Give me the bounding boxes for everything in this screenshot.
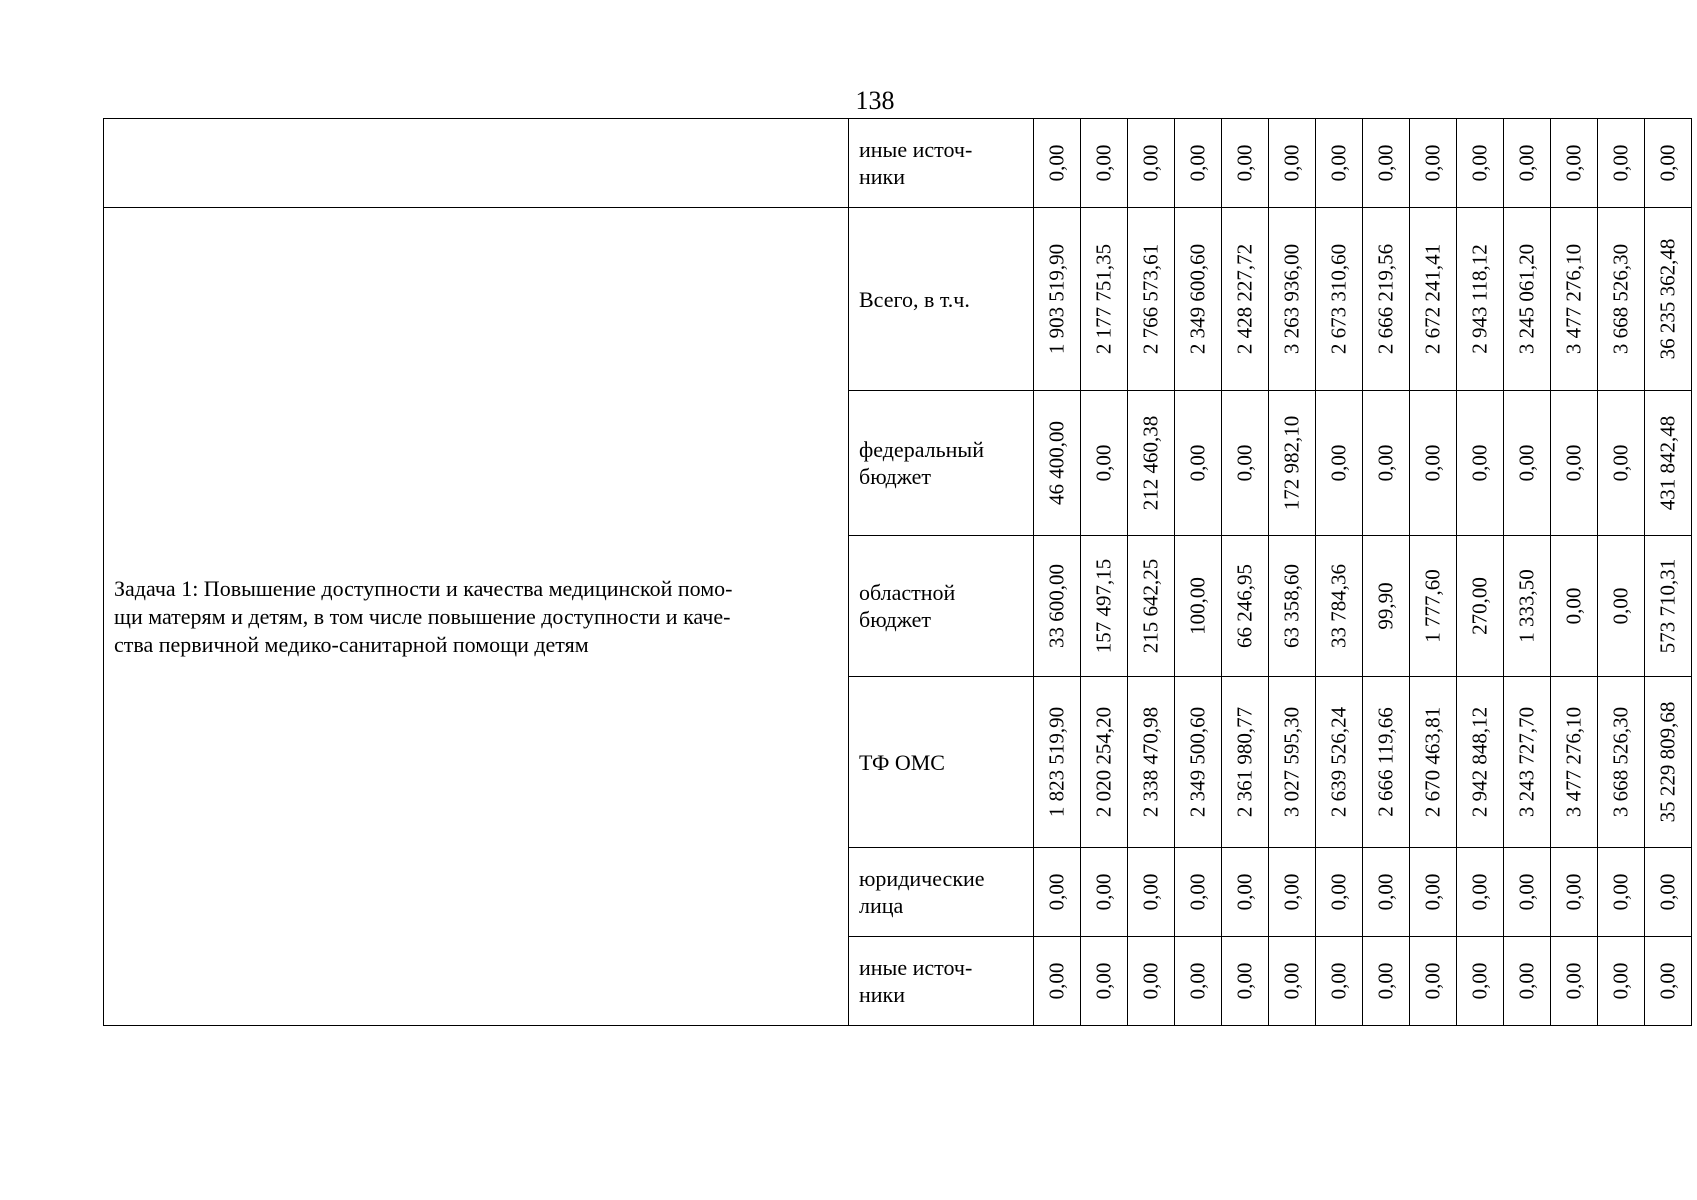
value-cell <box>1222 208 1269 391</box>
value-cell <box>1222 119 1269 208</box>
value-text: 0,00 <box>1608 962 1633 1000</box>
funding-source-label: юридические лица <box>849 848 1034 937</box>
value-text: 2 672 241,41 <box>1420 243 1445 355</box>
value-cell <box>1269 208 1316 391</box>
value-text: 0,00 <box>1420 444 1445 482</box>
value-cell <box>1645 536 1692 677</box>
value-cell <box>1410 536 1457 677</box>
value-text: 0,00 <box>1044 873 1069 911</box>
value-text: 63 358,60 <box>1279 564 1304 648</box>
value-cell <box>1551 937 1598 1026</box>
value-text: 0,00 <box>1561 873 1586 911</box>
value-text: 3 245 061,20 <box>1514 243 1539 355</box>
value-cell <box>1645 208 1692 391</box>
value-text: 0,00 <box>1091 444 1116 482</box>
funding-source-label: областной бюджет <box>849 536 1034 677</box>
value-text: 3 263 936,00 <box>1279 243 1304 355</box>
value-text: 2 349 600,60 <box>1185 243 1210 355</box>
value-cell <box>1269 937 1316 1026</box>
value-text: 0,00 <box>1138 144 1163 182</box>
value-text: 3 477 276,10 <box>1561 706 1586 818</box>
value-text: 0,00 <box>1185 444 1210 482</box>
value-text: 2 670 463,81 <box>1420 706 1445 818</box>
value-text: 0,00 <box>1138 873 1163 911</box>
value-text: 0,00 <box>1655 144 1680 182</box>
value-text: 270,00 <box>1467 577 1492 635</box>
value-text: 0,00 <box>1514 873 1539 911</box>
value-cell <box>1457 937 1504 1026</box>
value-text: 1 777,60 <box>1420 569 1445 643</box>
value-text: 0,00 <box>1420 962 1445 1000</box>
value-cell <box>1598 208 1645 391</box>
value-text: 2 177 751,35 <box>1091 243 1116 355</box>
value-cell <box>1504 848 1551 937</box>
value-cell <box>1222 848 1269 937</box>
value-text: 0,00 <box>1044 962 1069 1000</box>
value-cell <box>1598 119 1645 208</box>
task-description: Задача 1: Повышение доступности и качества медицинской помо- щи матерям и детям, в том числе повышение доступности и каче- ства первичной медико-санитарной помощи детям <box>104 208 849 1026</box>
value-text: 1 903 519,90 <box>1044 243 1069 355</box>
value-text: 2 943 118,12 <box>1467 244 1492 354</box>
value-text: 0,00 <box>1091 873 1116 911</box>
value-text: 0,00 <box>1232 873 1257 911</box>
value-cell <box>1504 208 1551 391</box>
value-cell <box>1551 848 1598 937</box>
value-text: 0,00 <box>1138 962 1163 1000</box>
value-cell <box>1081 848 1128 937</box>
funding-source-label: Всего, в т.ч. <box>849 208 1034 391</box>
value-cell <box>1598 677 1645 848</box>
value-cell <box>1363 208 1410 391</box>
value-cell <box>1504 677 1551 848</box>
table-row <box>104 208 1692 391</box>
value-text: 212 460,38 <box>1138 415 1163 511</box>
value-cell <box>1504 391 1551 536</box>
value-text: 157 497,15 <box>1091 558 1116 654</box>
value-cell <box>1457 391 1504 536</box>
value-text: 1 333,50 <box>1514 569 1539 643</box>
value-cell <box>1363 937 1410 1026</box>
budget-table <box>103 118 1692 1026</box>
value-text: 0,00 <box>1326 444 1351 482</box>
value-text: 2 428 227,72 <box>1232 243 1257 355</box>
value-text: 0,00 <box>1514 144 1539 182</box>
value-cell <box>1316 677 1363 848</box>
value-cell <box>1175 677 1222 848</box>
value-text: 3 027 595,30 <box>1279 706 1304 818</box>
value-text: 0,00 <box>1373 962 1398 1000</box>
value-cell <box>1551 536 1598 677</box>
value-text: 215 642,25 <box>1138 558 1163 654</box>
value-text: 0,00 <box>1185 873 1210 911</box>
value-text: 2 338 470,98 <box>1138 706 1163 818</box>
value-text: 33 784,36 <box>1326 564 1351 648</box>
value-cell <box>1457 848 1504 937</box>
value-text: 0,00 <box>1326 873 1351 911</box>
value-text: 99,90 <box>1373 582 1398 630</box>
value-cell <box>1222 391 1269 536</box>
value-text: 0,00 <box>1561 962 1586 1000</box>
value-text: 0,00 <box>1608 587 1633 625</box>
value-text: 0,00 <box>1561 587 1586 625</box>
value-cell <box>1316 848 1363 937</box>
value-text: 431 842,48 <box>1655 415 1680 511</box>
value-cell <box>1081 119 1128 208</box>
value-text: 0,00 <box>1608 144 1633 182</box>
value-cell <box>1034 119 1081 208</box>
value-cell <box>1128 391 1175 536</box>
value-cell <box>1363 536 1410 677</box>
value-cell <box>1269 536 1316 677</box>
value-cell <box>1363 391 1410 536</box>
value-text: 0,00 <box>1232 962 1257 1000</box>
value-cell <box>1175 937 1222 1026</box>
value-text: 0,00 <box>1467 873 1492 911</box>
value-cell <box>1128 536 1175 677</box>
value-cell <box>1222 536 1269 677</box>
value-text: 0,00 <box>1467 144 1492 182</box>
value-text: 0,00 <box>1091 962 1116 1000</box>
table-row <box>104 119 1692 208</box>
value-cell <box>1034 391 1081 536</box>
value-cell <box>1457 208 1504 391</box>
value-text: 0,00 <box>1420 144 1445 182</box>
value-cell <box>1551 208 1598 391</box>
value-cell <box>1551 677 1598 848</box>
value-text: 0,00 <box>1373 444 1398 482</box>
value-cell <box>1316 208 1363 391</box>
value-cell <box>1598 937 1645 1026</box>
value-cell <box>1175 536 1222 677</box>
value-cell <box>1316 119 1363 208</box>
value-text: 2 349 500,60 <box>1185 706 1210 818</box>
value-text: 0,00 <box>1373 873 1398 911</box>
value-text: 100,00 <box>1185 577 1210 635</box>
value-text: 3 668 526,30 <box>1608 706 1633 818</box>
value-cell <box>1457 119 1504 208</box>
value-cell <box>1645 937 1692 1026</box>
value-cell <box>1034 937 1081 1026</box>
value-cell <box>1363 848 1410 937</box>
value-cell <box>1034 208 1081 391</box>
value-cell <box>1504 119 1551 208</box>
value-cell <box>1410 937 1457 1026</box>
value-text: 0,00 <box>1608 444 1633 482</box>
value-cell <box>1598 848 1645 937</box>
value-cell <box>1269 119 1316 208</box>
value-text: 36 235 362,48 <box>1655 238 1680 360</box>
value-text: 0,00 <box>1373 144 1398 182</box>
value-cell <box>1551 119 1598 208</box>
value-cell <box>1363 677 1410 848</box>
value-text: 0,00 <box>1232 144 1257 182</box>
value-cell <box>1034 677 1081 848</box>
value-cell <box>1128 208 1175 391</box>
value-cell <box>1410 391 1457 536</box>
value-cell <box>1645 848 1692 937</box>
value-text: 0,00 <box>1514 444 1539 482</box>
value-text: 0,00 <box>1608 873 1633 911</box>
value-cell <box>1598 536 1645 677</box>
value-cell <box>1128 848 1175 937</box>
value-cell <box>1081 208 1128 391</box>
value-cell <box>1269 677 1316 848</box>
value-cell <box>1504 937 1551 1026</box>
value-cell <box>1316 937 1363 1026</box>
value-text: 2 666 119,66 <box>1373 707 1398 817</box>
value-cell <box>1269 848 1316 937</box>
value-cell <box>1128 119 1175 208</box>
task-cell-empty <box>104 119 849 208</box>
value-text: 2 666 219,56 <box>1373 243 1398 355</box>
value-text: 0,00 <box>1279 962 1304 1000</box>
value-cell <box>1457 677 1504 848</box>
value-text: 172 982,10 <box>1279 415 1304 511</box>
value-text: 2 673 310,60 <box>1326 243 1351 355</box>
value-text: 0,00 <box>1185 144 1210 182</box>
value-text: 0,00 <box>1091 144 1116 182</box>
value-cell <box>1457 536 1504 677</box>
value-cell <box>1269 391 1316 536</box>
value-cell <box>1128 937 1175 1026</box>
funding-source-label: федеральный бюджет <box>849 391 1034 536</box>
value-cell <box>1128 677 1175 848</box>
value-cell <box>1081 677 1128 848</box>
page-number: 138 <box>855 86 895 115</box>
value-text: 3 477 276,10 <box>1561 243 1586 355</box>
value-cell <box>1034 848 1081 937</box>
funding-source-label: иные источ- ники <box>849 119 1034 208</box>
value-cell <box>1175 119 1222 208</box>
value-cell <box>1645 119 1692 208</box>
value-text: 0,00 <box>1326 962 1351 1000</box>
value-text: 1 823 519,90 <box>1044 706 1069 818</box>
value-cell <box>1316 391 1363 536</box>
value-cell <box>1410 677 1457 848</box>
value-text: 46 400,00 <box>1044 421 1069 505</box>
value-text: 0,00 <box>1185 962 1210 1000</box>
value-cell <box>1081 937 1128 1026</box>
value-text: 0,00 <box>1044 144 1069 182</box>
value-cell <box>1410 848 1457 937</box>
value-text: 0,00 <box>1420 873 1445 911</box>
value-cell <box>1504 536 1551 677</box>
value-text: 0,00 <box>1279 873 1304 911</box>
value-text: 2 361 980,77 <box>1232 706 1257 818</box>
value-cell <box>1034 536 1081 677</box>
value-cell <box>1363 119 1410 208</box>
value-text: 35 229 809,68 <box>1655 701 1680 823</box>
value-cell <box>1410 119 1457 208</box>
value-text: 0,00 <box>1279 144 1304 182</box>
value-cell <box>1175 391 1222 536</box>
value-cell <box>1645 391 1692 536</box>
value-cell <box>1175 848 1222 937</box>
value-text: 2 766 573,61 <box>1138 243 1163 355</box>
value-text: 0,00 <box>1655 962 1680 1000</box>
value-cell <box>1645 677 1692 848</box>
value-text: 3 243 727,70 <box>1514 706 1539 818</box>
value-text: 0,00 <box>1561 144 1586 182</box>
value-cell <box>1551 391 1598 536</box>
value-cell <box>1081 536 1128 677</box>
value-text: 3 668 526,30 <box>1608 243 1633 355</box>
value-text: 0,00 <box>1467 962 1492 1000</box>
value-text: 2 639 526,24 <box>1326 706 1351 818</box>
funding-source-label: ТФ ОМС <box>849 677 1034 848</box>
value-text: 0,00 <box>1326 144 1351 182</box>
value-text: 2 942 848,12 <box>1467 706 1492 818</box>
value-cell <box>1316 536 1363 677</box>
value-cell <box>1081 391 1128 536</box>
value-text: 0,00 <box>1467 444 1492 482</box>
value-text: 0,00 <box>1514 962 1539 1000</box>
value-cell <box>1222 937 1269 1026</box>
value-cell <box>1410 208 1457 391</box>
value-text: 66 246,95 <box>1232 564 1257 648</box>
value-text: 0,00 <box>1561 444 1586 482</box>
funding-source-label: иные источ- ники <box>849 937 1034 1026</box>
value-cell <box>1598 391 1645 536</box>
value-text: 0,00 <box>1232 444 1257 482</box>
value-text: 33 600,00 <box>1044 564 1069 648</box>
value-text: 573 710,31 <box>1655 558 1680 654</box>
value-text: 0,00 <box>1655 873 1680 911</box>
value-cell <box>1222 677 1269 848</box>
value-cell <box>1175 208 1222 391</box>
value-text: 2 020 254,20 <box>1091 706 1116 818</box>
